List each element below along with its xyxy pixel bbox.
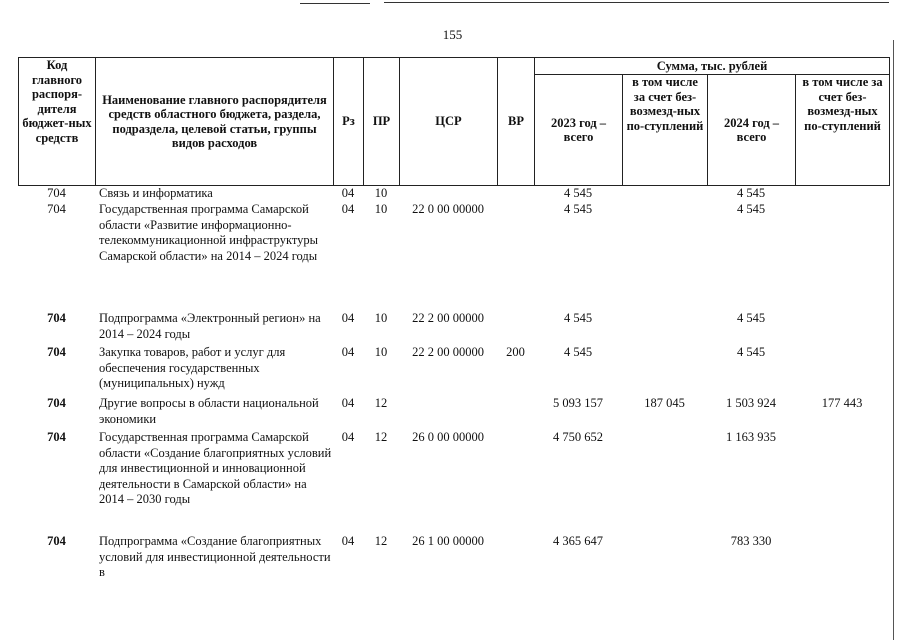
row-name: Закупка товаров, работ и услуг для обеспечения государственных (муниципальных) нужд [99, 345, 286, 391]
table-row [18, 202, 889, 311]
table-row [18, 430, 889, 534]
row-pr: 12 [374, 534, 388, 548]
row-pr: 12 [374, 396, 388, 410]
row-sum-2024: 4 545 [736, 202, 766, 216]
table-row [18, 534, 889, 584]
header-rz: Рз [334, 58, 364, 186]
table-row [18, 186, 889, 202]
row-csr: 22 2 00 00000 [412, 345, 484, 359]
row-sum-2024: 4 545 [736, 345, 766, 359]
table-body [18, 186, 889, 584]
row-sum-2024: 4 545 [736, 186, 766, 200]
header-sum-title: Сумма, тыс. рублей [535, 58, 890, 75]
row-free-2023: 187 045 [644, 396, 685, 410]
table-header [18, 57, 890, 186]
row-pr: 10 [374, 311, 388, 325]
row-sum-2023: 4 545 [563, 202, 593, 216]
header-code: Код главного распоря-дителя бюджет-ных средств [19, 58, 96, 186]
row-code: 704 [47, 202, 66, 216]
row-csr: 26 1 00 00000 [412, 534, 484, 548]
row-name: Государственная программа Самарской области «Развитие информационно-телекоммуникационной инфраструктуры Самарской области» на 2014 – 2024 годы [99, 202, 319, 263]
row-sum-2023: 4 365 647 [553, 534, 603, 548]
header-2024-total: 2024 год – всего [708, 75, 796, 186]
table-row [18, 396, 889, 430]
row-csr: 22 0 00 00000 [412, 202, 484, 216]
page-edge-line [893, 40, 894, 640]
header-name: Наименование главного распорядителя средств областного бюджета, раздела, подраздела, целевой статьи, группы видов расходов [96, 58, 334, 186]
row-name: Подпрограмма «Создание благоприятных условий для инвестиционной деятельности в [99, 534, 331, 580]
row-sum-2023: 4 750 652 [553, 430, 603, 444]
top-rule-left [300, 3, 370, 4]
row-rz: 04 [341, 396, 355, 410]
row-sum-2024: 4 545 [736, 311, 766, 325]
row-rz: 04 [341, 534, 355, 548]
row-pr: 10 [374, 202, 388, 216]
row-free-2024: 177 443 [821, 396, 863, 410]
row-csr: 22 2 00 00000 [412, 311, 484, 325]
row-rz: 04 [341, 186, 355, 200]
row-name: Подпрограмма «Электронный регион» на 2014 – 2024 годы [99, 311, 321, 341]
row-pr: 10 [374, 345, 388, 359]
row-code: 704 [47, 534, 66, 548]
row-sum-2023: 4 545 [563, 186, 593, 200]
table-row [18, 345, 889, 396]
row-code: 704 [47, 396, 66, 410]
row-sum-2023: 5 093 157 [553, 396, 603, 410]
row-code: 704 [47, 186, 66, 200]
top-rule-right [384, 2, 889, 3]
page-number: 155 [442, 27, 463, 42]
header-csr: ЦСР [400, 58, 498, 186]
row-name: Связь и информатика [99, 186, 213, 200]
table-row [18, 311, 889, 345]
row-sum-2023: 4 545 [563, 345, 593, 359]
row-rz: 04 [341, 345, 355, 359]
header-2024-free: в том числе за счет без-возмезд-ных по-ступлений [796, 75, 890, 186]
row-code: 704 [47, 345, 66, 359]
row-pr: 12 [374, 430, 388, 444]
header-2023-free: в том числе за счет без-возмезд-ных по-ступлений [623, 75, 708, 186]
row-name: Государственная программа Самарской области «Создание благоприятных условий для инвестиционной и инновационной деятельности в Самарской области» на 2014 – 2030 годы [99, 430, 332, 507]
row-rz: 04 [341, 311, 355, 325]
header-pr: ПР [364, 58, 400, 186]
row-rz: 04 [341, 202, 355, 216]
row-sum-2023: 4 545 [563, 311, 593, 325]
row-pr: 10 [374, 186, 388, 200]
row-code: 704 [47, 311, 66, 325]
row-csr: 26 0 00 00000 [412, 430, 484, 444]
row-name: Другие вопросы в области национальной экономики [99, 396, 319, 426]
row-sum-2024: 1 163 935 [726, 430, 776, 444]
row-rz: 04 [341, 430, 355, 444]
row-code: 704 [47, 430, 66, 444]
row-vr: 200 [506, 345, 525, 359]
header-vr: ВР [498, 58, 535, 186]
row-sum-2024: 783 330 [730, 534, 772, 548]
row-sum-2024: 1 503 924 [726, 396, 776, 410]
header-2023-total: 2023 год – всего [535, 75, 623, 186]
